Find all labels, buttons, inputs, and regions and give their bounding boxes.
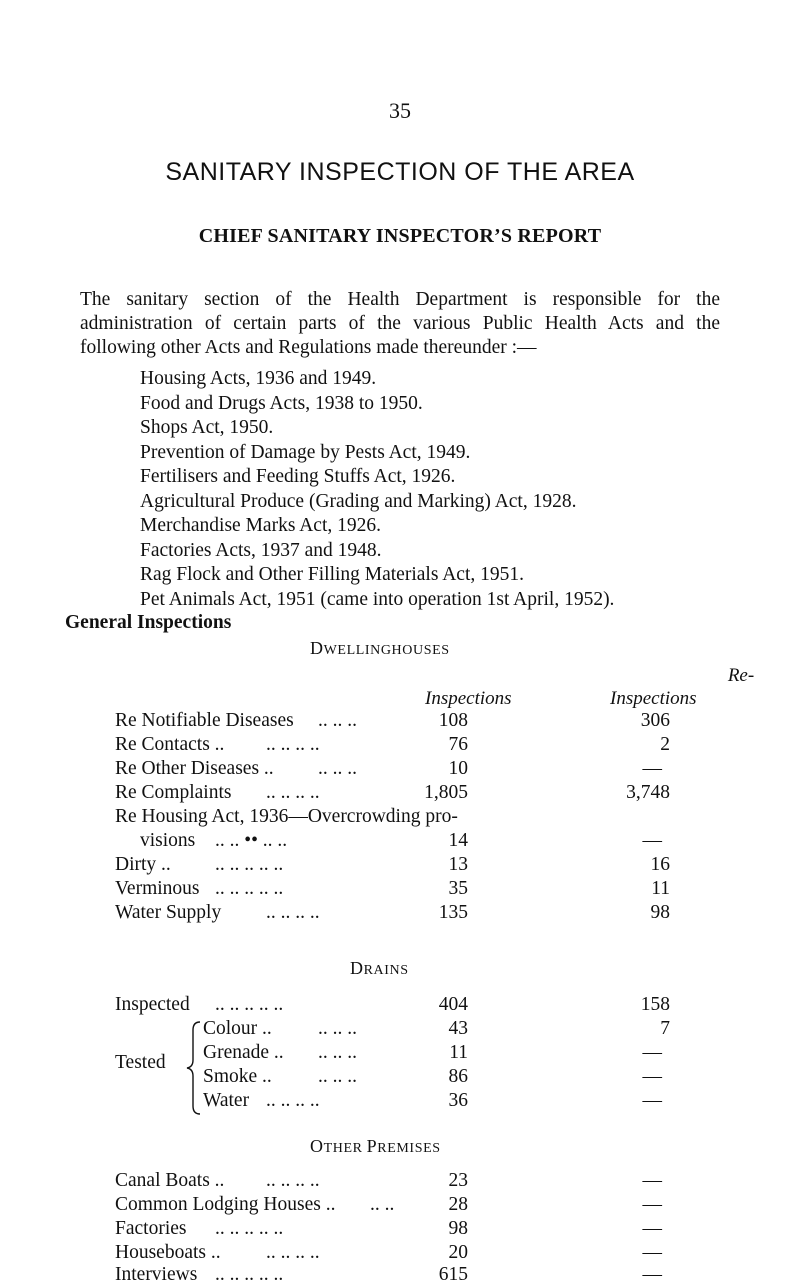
act-item: Factories Acts, 1937 and 1948. — [140, 539, 382, 561]
table-row: Dirty .. .. .. .. .. .. 13 16 — [115, 854, 670, 875]
inspections-header: Inspections — [425, 688, 512, 709]
table-row: Water .. .. .. .. 36 — — [203, 1090, 662, 1111]
page-title: SANITARY INSPECTION OF THE AREA — [165, 158, 635, 186]
act-item: Merchandise Marks Act, 1926. — [140, 515, 381, 536]
table-row: visions .. .. •• .. .. 14 — — [140, 830, 662, 851]
general-inspections-heading: General Inspections — [65, 612, 232, 633]
act-item: Food and Drugs Acts, 1938 to 1950. — [140, 392, 423, 414]
table-row: Re Complaints .. .. .. .. 1,805 3,748 — [115, 782, 670, 803]
table-row: Canal Boats .. .. .. .. .. 23 — — [115, 1170, 662, 1191]
act-item: Pet Animals Act, 1951 (came into operation 1st April, 1952). — [140, 588, 615, 610]
act-item: Shops Act, 1950. — [140, 417, 274, 438]
other-premises-heading: OTHER PREMISES — [310, 1136, 441, 1156]
acts-list — [140, 367, 760, 612]
reinspections-header-line2: Inspections — [610, 688, 697, 709]
act-item: Housing Acts, 1936 and 1949. — [140, 368, 377, 389]
table-row: Houseboats .. .. .. .. .. 20 — — [115, 1242, 662, 1263]
act-item: Prevention of Damage by Pests Act, 1949. — [140, 441, 471, 463]
page-number: 35 — [389, 98, 411, 123]
act-item: Rag Flock and Other Filling Materials Act, 1951. — [140, 564, 524, 585]
table-row: Water Supply .. .. .. .. 135 98 — [115, 902, 670, 923]
table-row: Re Other Diseases .. .. .. .. 10 — — [115, 758, 662, 779]
report-subtitle: CHIEF SANITARY INSPECTOR’S REPORT — [198, 225, 602, 247]
table-row: Re Contacts .. .. .. .. .. 76 2 — [115, 734, 670, 755]
table-row: Grenade .. .. .. .. 11 — — [203, 1042, 662, 1063]
table-row: Re Notifiable Diseases .. .. .. 108 306 — [115, 710, 670, 731]
table-row: Interviews .. .. .. .. .. 615 — — [115, 1264, 662, 1285]
table-row: Common Lodging Houses .. .. .. 28 — — [115, 1194, 662, 1215]
act-item: Fertilisers and Feeding Stuffs Act, 1926. — [140, 466, 456, 487]
drains-heading: DRAINS — [350, 958, 409, 978]
intro-paragraph: The sanitary section of the Health Department is responsible for the administration of certain parts of the various Public Health Acts and the following other Acts and Regulations made thereunder :— — [80, 289, 720, 358]
left-brace — [186, 1020, 202, 1116]
table-row: Colour .. .. .. .. 43 7 — [203, 1018, 670, 1039]
table-row: Smoke .. .. .. .. 86 — — [203, 1066, 662, 1087]
reinspections-header-line1: Re- — [727, 665, 755, 686]
table-row: Re Housing Act, 1936—Overcrowding pro- — [115, 806, 458, 827]
dwellinghouses-heading: DWELLINGHOUSES — [310, 638, 450, 658]
table-row: Factories .. .. .. .. .. 98 — — [115, 1218, 662, 1239]
table-row: Verminous .. .. .. .. .. 35 11 — [115, 878, 670, 899]
act-item: Agricultural Produce (Grading and Marking) Act, 1928. — [140, 490, 577, 512]
tested-label: Tested — [115, 1052, 166, 1073]
table-row: Inspected .. .. .. .. .. 404 158 — [115, 994, 670, 1015]
